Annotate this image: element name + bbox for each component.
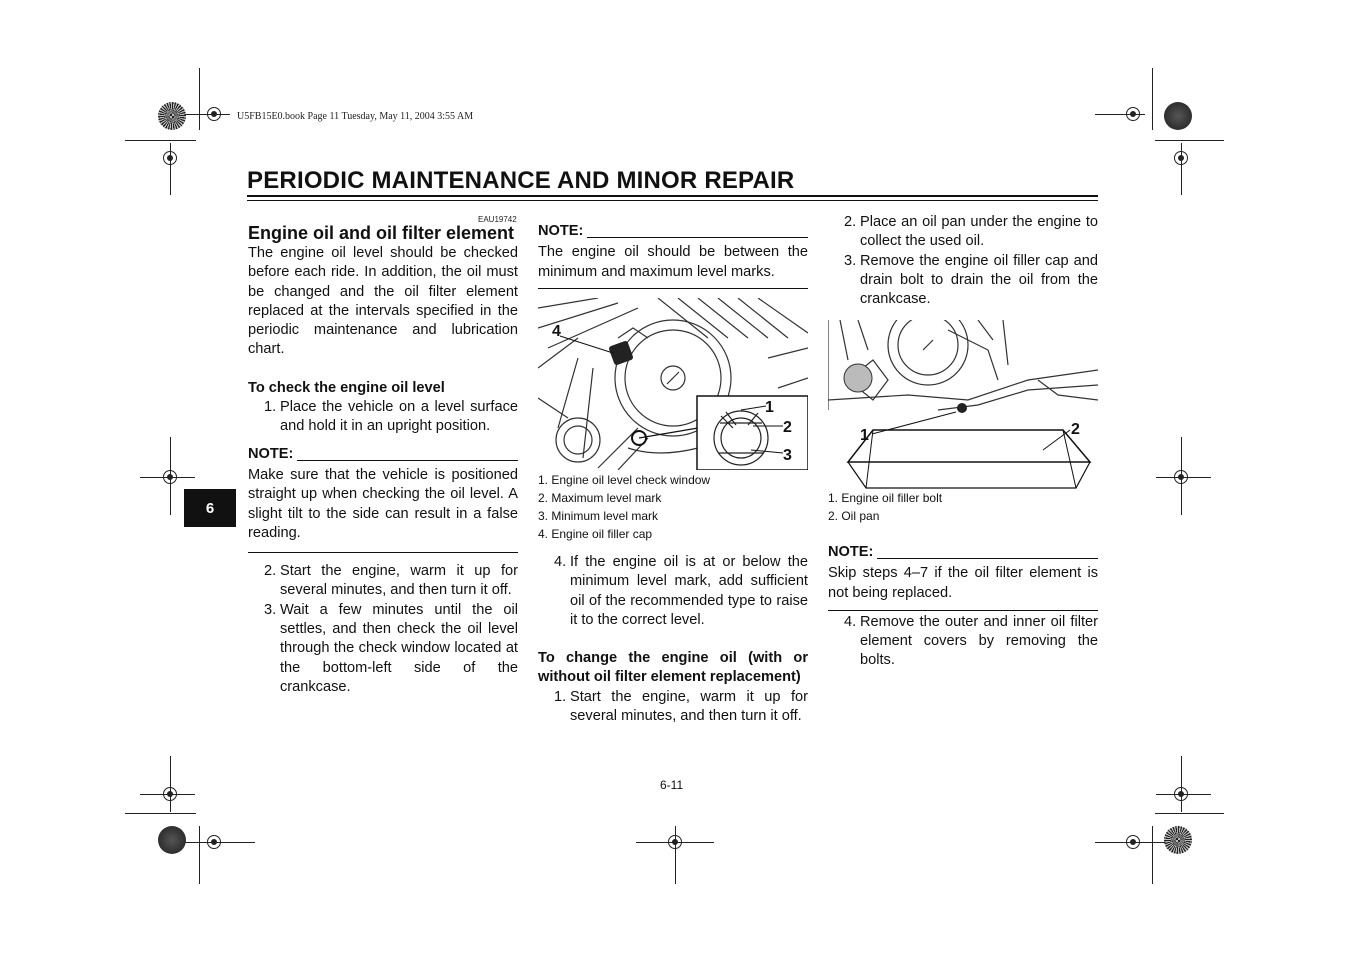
registration-rosette-icon	[158, 826, 186, 854]
oil-drain-illustration	[828, 320, 1098, 490]
figure-caption: 2. Maximum level mark	[538, 491, 662, 505]
oil-drain-figure	[828, 320, 1098, 490]
note-end-rule	[248, 552, 518, 553]
list-item: 3. Wait a few minutes until the oil settles, and then check the oil level through the check window located at the bottom-left side of the crankcase.	[264, 601, 518, 695]
chapter-tab	[184, 489, 236, 527]
callout-1: 1	[860, 427, 869, 444]
chapter-tab-number: 6	[205, 499, 215, 517]
registration-target-icon	[1126, 107, 1140, 121]
figure-caption: 4. Engine oil filler cap	[538, 527, 653, 541]
list-item: 2. Start the engine, warm it up for several minutes, and then turn it off.	[264, 563, 518, 599]
list-item: 2. Place an oil pan under the engine to collect the used oil.	[844, 214, 1098, 250]
registration-target-icon	[1174, 151, 1188, 165]
subheading-check-oil: To check the engine oil level	[248, 379, 445, 396]
engine-illustration	[538, 298, 808, 470]
column-right-lower	[828, 489, 1098, 671]
column-left	[248, 222, 518, 697]
registration-rosette-icon	[1164, 826, 1192, 854]
note-header: NOTE:	[538, 222, 808, 241]
registration-target-icon	[668, 835, 682, 849]
chapter-title: PERIODIC MAINTENANCE AND MINOR REPAIR	[247, 167, 795, 194]
list-item: 4. If the engine oil is at or below the minimum level mark, add sufficient oil of the recommended type to raise it to the correct level.	[554, 554, 808, 628]
list-item: 4. Remove the outer and inner oil filter element covers by removing the bolts.	[844, 613, 1098, 669]
note-header: NOTE:	[828, 543, 1098, 562]
title-rule	[247, 195, 1098, 197]
figure-caption: 3. Minimum level mark	[538, 509, 659, 523]
callout-4: 4	[552, 323, 561, 340]
registration-target-icon	[207, 107, 221, 121]
registration-target-icon	[207, 835, 221, 849]
column-middle-lower	[538, 471, 808, 726]
subheading-change-oil: To change the engine oil (with or without oil filter element replacement)	[538, 650, 808, 686]
engine-oil-level-figure	[538, 298, 808, 470]
title-rule-thin	[247, 200, 1098, 201]
oil-pan-shape	[848, 430, 1090, 462]
book-info-line: U5FB15E0.book Page 11 Tuesday, May 11, 2004 3:55 AM	[237, 111, 474, 122]
page-number: 6-11	[660, 778, 684, 792]
figure-caption: 1. Engine oil filler bolt	[828, 491, 943, 505]
registration-target-icon	[1126, 835, 1140, 849]
note-end-rule	[828, 610, 1098, 611]
section-code: EAU19742	[478, 215, 517, 224]
callout-2: 2	[783, 419, 792, 436]
registration-rosette-icon	[1164, 102, 1192, 130]
figure-caption: 1. Engine oil level check window	[538, 473, 711, 487]
registration-target-icon	[163, 151, 177, 165]
intro-paragraph: The engine oil level should be checked before each ride. In addition, the oil must be changed and the oil filter element replaced at the intervals specified in the periodic maintenance and lubrication chart.	[248, 245, 518, 358]
callout-3: 3	[783, 447, 792, 464]
section-heading: Engine oil and oil filter element	[248, 223, 515, 243]
registration-target-icon	[1174, 470, 1188, 484]
list-item: 3. Remove the engine oil filler cap and drain bolt to drain the oil from the crankcase.	[844, 252, 1098, 308]
note-text: Make sure that the vehicle is positioned straight up when checking the oil level. A slight tilt to the side can result in a false reading.	[248, 466, 518, 541]
column-right	[828, 213, 1098, 309]
note-text: Skip steps 4–7 if the oil filter element is not being replaced.	[828, 565, 1098, 601]
registration-rosette-icon	[158, 102, 186, 130]
registration-target-icon	[163, 470, 177, 484]
list-item: 1. Place the vehicle on a level surface and hold it in an upright position.	[264, 399, 518, 435]
column-middle	[538, 222, 808, 289]
list-item: 1. Start the engine, warm it up for several minutes, and then turn it off.	[554, 688, 808, 725]
registration-target-icon	[1174, 787, 1188, 801]
callout-2: 2	[1071, 421, 1080, 438]
callout-1: 1	[765, 399, 774, 416]
figure-caption: 2. Oil pan	[828, 509, 880, 523]
note-header: NOTE:	[248, 445, 518, 464]
registration-target-icon	[163, 787, 177, 801]
note-text: The engine oil should be between the minimum and maximum level marks.	[538, 244, 808, 280]
note-end-rule	[538, 288, 808, 289]
